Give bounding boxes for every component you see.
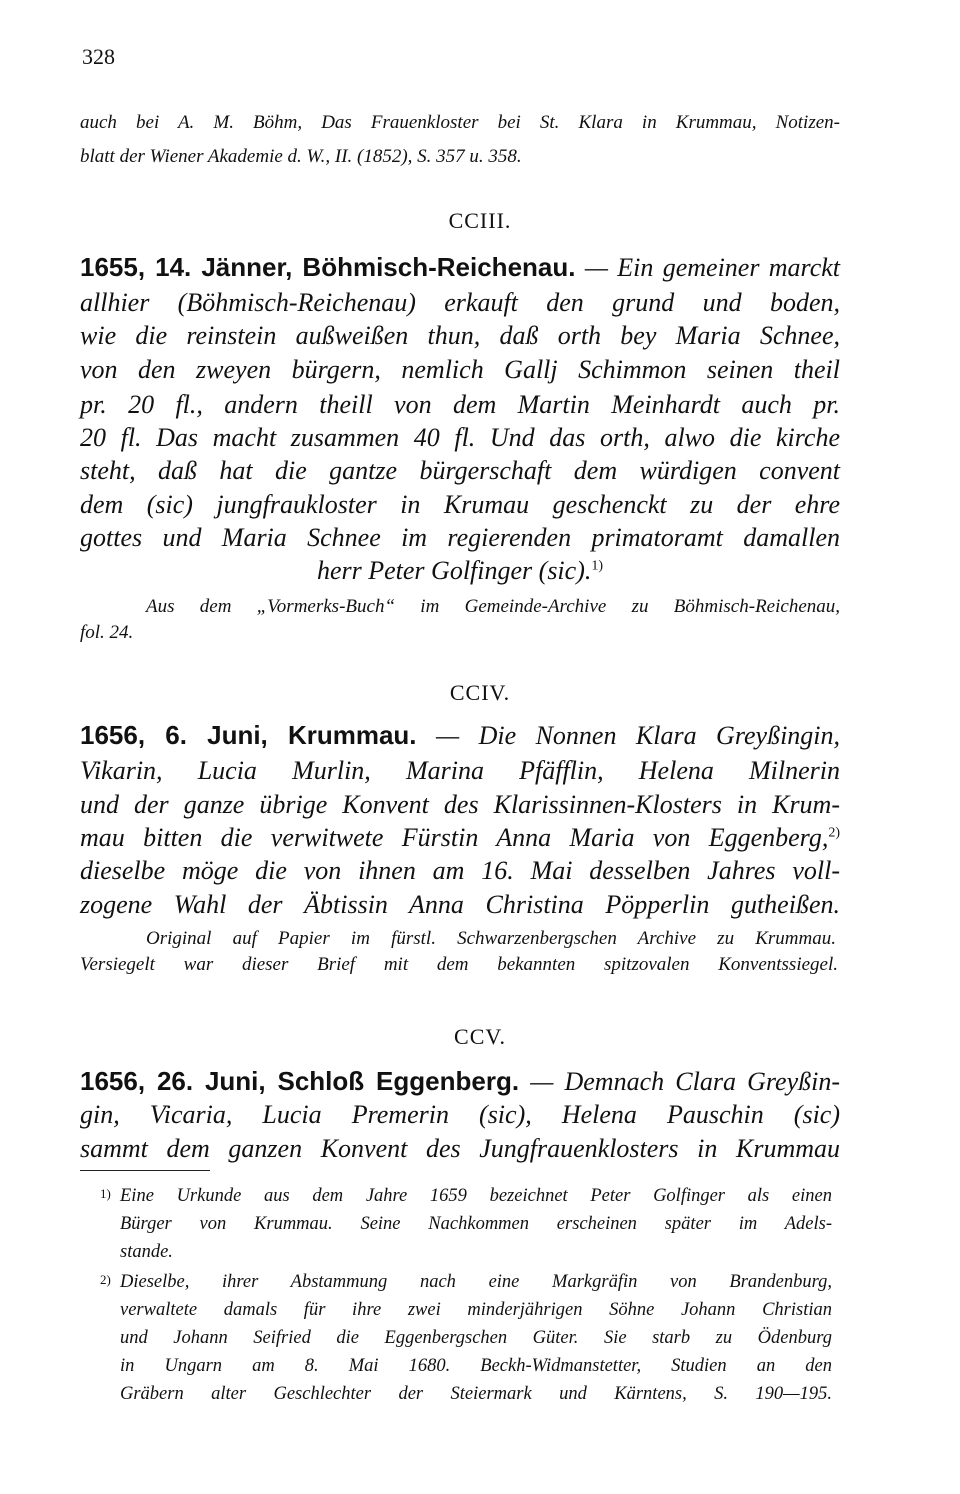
footnote-mark: 2) <box>100 1272 111 1287</box>
document-first-line <box>80 720 840 751</box>
text-line: 20 fl. Das macht zusammen 40 fl. Und das orth, alwo die kirche <box>80 423 840 452</box>
text-line: wie die reinstein außweißen thun, daß orth bey Maria Schnee, <box>80 321 840 350</box>
text-line <box>80 556 840 586</box>
text-line: allhier (Böhmisch-Reichenau) erkauft den grund und boden, <box>80 288 840 317</box>
intro-line: blatt der Wiener Akademie d. W., II. (1852), S. 357 u. 358. <box>80 146 522 167</box>
footnote-ref: 2) <box>828 825 840 841</box>
document-number: CCV. <box>454 1024 506 1049</box>
footnote-line: stande. <box>120 1242 173 1262</box>
text-line: pr. 20 fl., andern theill von dem Martin Meinhardt auch pr. <box>80 390 840 419</box>
text-line-part: mau bitten die verwitwete Fürstin Anna Maria von Eggenberg, <box>80 823 829 852</box>
page-number: 328 <box>82 44 115 69</box>
document-first-line <box>80 252 840 283</box>
document-heading: 1656, 6. Juni, Krummau. <box>80 720 417 750</box>
footnote-line: und Johann Seifried die Eggenbergschen Güter. Sie starb zu Ödenburg <box>120 1328 832 1348</box>
footnote-ref: 1) <box>591 558 604 574</box>
intro-line: auch bei A. M. Böhm, Das Frauenkloster bei St. Klara in Krummau, Notizen- <box>80 112 840 133</box>
footnote-line: Bürger von Krummau. Seine Nachkommen erscheinen später im Adels- <box>120 1214 832 1234</box>
footnote-line: Gräbern alter Geschlechter der Steiermark und Kärntens, S. 190—195. <box>120 1384 832 1404</box>
document-heading: 1655, 14. Jänner, Böhmisch-Reichenau. <box>80 252 576 282</box>
footnote-line: Eine Urkunde aus dem Jahre 1659 bezeichnet Peter Golfinger als einen <box>120 1186 832 1206</box>
text-line: dem (sic) jungfraukloster in Krumau geschenckt zu der ehre <box>80 490 840 519</box>
document-heading: 1656, 26. Juni, Schloß Eggenberg. <box>80 1066 520 1096</box>
text-line: — Die Nonnen Klara Greyßingin, <box>436 721 841 750</box>
footnote-line: in Ungarn am 8. Mai 1680. Beckh-Widmanstetter, Studien an den <box>120 1356 832 1376</box>
text-line: steht, daß hat die gantze bürgerschaft dem würdigen convent <box>80 456 840 485</box>
source-note: Versiegelt war dieser Brief mit dem bekannten spitzovalen Konventssiegel. <box>80 954 838 975</box>
footnote-mark: 1) <box>100 1186 111 1201</box>
document-first-line <box>80 1066 840 1097</box>
text-line: von den zweyen bürgern, nemlich Gallj Schimmon seinen theil <box>80 355 840 384</box>
text-line: Vikarin, Lucia Murlin, Marina Pfäfflin, Helena Milnerin <box>80 756 840 785</box>
text-line: zogene Wahl der Äbtissin Anna Christina Pöpperlin gutheißen. <box>80 890 840 919</box>
text-line: und der ganze übrige Konvent des Klarissinnen-Klosters in Krum- <box>80 790 840 819</box>
document-number: CCIII. <box>448 208 512 233</box>
text-line: dieselbe möge die von ihnen am 16. Mai desselben Jahres voll- <box>80 856 840 885</box>
text-line: sammt dem ganzen Konvent des Jungfrauenklosters in Krummau <box>80 1134 840 1163</box>
document-number: CCIV. <box>449 680 511 705</box>
footnote-rule <box>80 1170 210 1171</box>
source-note: Aus dem „Vormerks-Buch“ im Gemeinde-Archive zu Böhmisch-Reichenau, <box>146 596 840 617</box>
text-line: — Demnach Clara Greyßin- <box>530 1067 840 1096</box>
footnote-line: Dieselbe, ihrer Abstammung nach eine Markgräfin von Brandenburg, <box>120 1272 832 1292</box>
text-line: gin, Vicaria, Lucia Premerin (sic), Helena Pauschin (sic) <box>80 1100 840 1129</box>
text-line: — Ein gemeiner marckt <box>584 253 841 282</box>
text-line <box>80 823 840 853</box>
text-line: gottes und Maria Schnee im regierenden primatoramt damallen <box>80 523 840 552</box>
source-note: Original auf Papier im fürstl. Schwarzenbergschen Archive zu Krummau. <box>146 928 836 949</box>
footnote-line: verwaltete damals für ihre zwei minderjährigen Söhne Johann Christian <box>120 1300 832 1320</box>
text-line-end: herr Peter Golfinger (sic). <box>316 556 592 585</box>
source-note: fol. 24. <box>80 622 134 643</box>
